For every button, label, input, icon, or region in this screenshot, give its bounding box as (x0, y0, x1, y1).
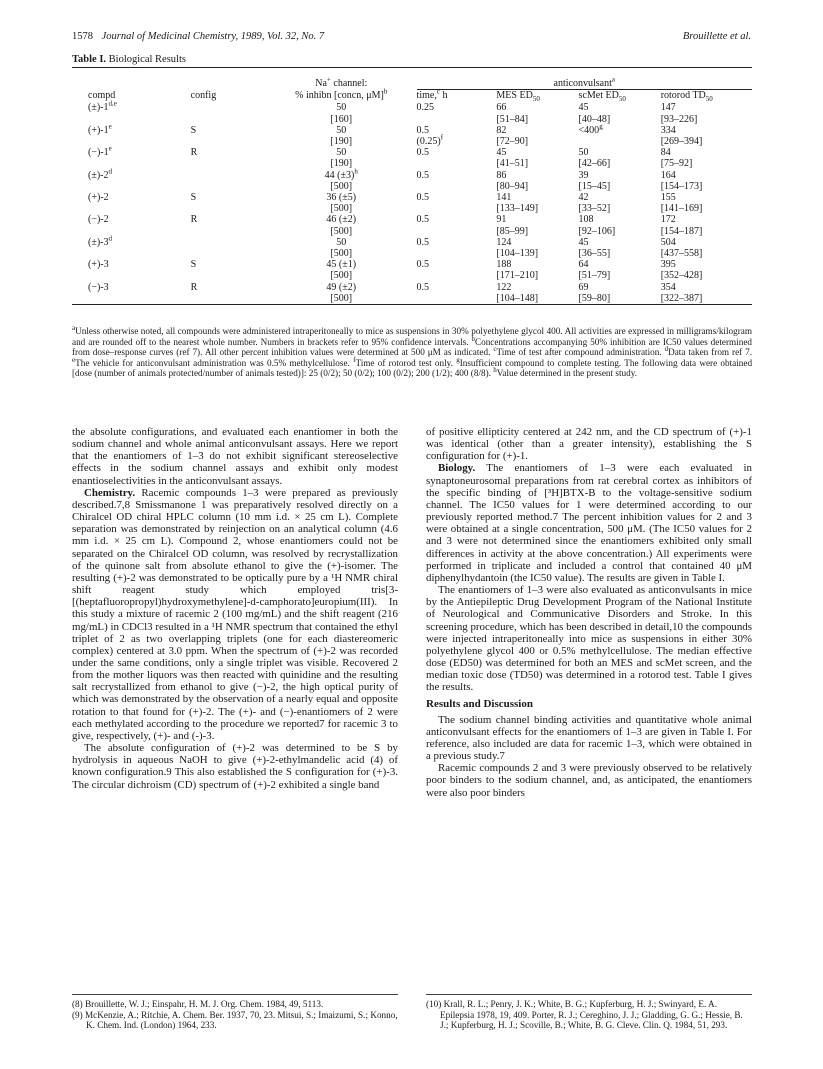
cell-mes: 188 (496, 259, 512, 271)
cell-compd (72, 144, 191, 159)
cell-scmet (579, 282, 661, 293)
cell-rotorod: 334 (660, 124, 676, 136)
footnote-mark: h (493, 366, 497, 375)
na-value: 44 (±3) (324, 169, 355, 181)
cell-na-inhibition (266, 147, 417, 158)
scmet-value: 69 (578, 281, 589, 293)
table-header-row-1 (72, 68, 752, 90)
paragraph-chemistry: Chemistry. Racemic compounds 1–3 were prepared as previously described.7,8 Smissmanone 1 was preparatively resolved directly on a Chiralcel OD chiral HPLC column (10 mm i.d. × 25 cm L). Complete separation was demonstrated by reinjection on an analytical column (4.6 mm i.d. × 25 cm L). Compound 2, whose enantiomers could not be separated on the Chiralcel OD column, was resolved by recrystallization of the quinone salt from absolute ethanol to give the (+)-isomer. The resulting (+)-2 was demonstrated to be optically pure by a ¹H NMR chiral shift reagent study which employed tris[3-[(heptafluoropropyl)hydroxymethylene]-d-camphorato]europium(III). In this study a mixture of racemic 2 (100 mg/mL) and the shift reagent (216 mg/mL) in CDCl3 resulted in a ¹H NMR spectrum that contained the ethyl triplet of 2 as two overlapping triplets (one for each diastereomeric complex) centered at 3.0 ppm. When the spectrum of (+)-2 was recorded under the same conditions, only a single triplet was visible. Recovered 2 from the mother liquors was then reacted with quinidine and the resulting salt recrystallized from ethanol to give (−)-2, the high optical purity of which was demonstrated by the observation of a nearly equal and opposite rotation to that found for (+)-2. The (+)- and (−)-enantiomers of 2 were each methylated according to the procedure we reported7 for racemic 3 to give, respectively, (+)- and (-)-3. (72, 486, 398, 742)
footnote-mark: a (72, 323, 76, 332)
cell-empty (72, 158, 191, 169)
cell-empty (191, 226, 266, 237)
cell-time-rotorod (417, 181, 497, 192)
cell-scmet-ci: [15–45] (578, 180, 611, 192)
table-row (72, 147, 752, 158)
header-compd: compd (88, 89, 116, 101)
time2-value: (0.25) (416, 136, 441, 148)
time-value: 0.5 (416, 281, 430, 293)
section-heading-results: Results and Discussion (426, 698, 533, 711)
paragraph: the absolute configurations, and evaluated each enantiomer in both the sodium channel and whole animal anticonvulsant assays. Here we report that the enantiomers of 1–3 do not exhibit significant stereoselective effects in the sodium channel assays and exhibit only modest enantioselectivities in the anticonvulsant assays. (72, 426, 398, 487)
cell-time-rotorod (417, 293, 497, 305)
cell-time (417, 147, 497, 158)
cell-time-rotorod (417, 226, 497, 237)
na-footnote-mark: h (354, 167, 358, 176)
compd-name: (+)-2 (88, 192, 109, 204)
compd-footnote-mark: d,e (108, 100, 117, 109)
cell-compd (72, 234, 191, 248)
cell-time (417, 259, 497, 270)
cell-compd (72, 259, 191, 270)
scmet-value: 50 (578, 147, 589, 159)
compd-name: (−)-1 (88, 147, 109, 159)
cell-compd (72, 192, 191, 203)
references-left (72, 994, 398, 1031)
page-number: 1578 (72, 31, 93, 42)
table-title: Biological Results (108, 54, 186, 65)
table-row-ci (72, 226, 752, 237)
cell-empty (191, 181, 266, 192)
cell-time-rotorod (417, 158, 497, 169)
table-row-ci (72, 270, 752, 281)
cell-na-concn: [500] (330, 180, 353, 192)
header-config: config (190, 89, 217, 101)
cell-mes-ci: [80–94] (496, 180, 529, 192)
cell-compd (72, 102, 191, 113)
table-row-ci (72, 203, 752, 214)
scmet-value: 42 (578, 192, 589, 204)
table-row (72, 192, 752, 203)
results-table (72, 67, 752, 305)
na-value: 50 (336, 147, 347, 159)
cell-mes: 91 (496, 214, 507, 226)
na-value: 50 (336, 124, 347, 136)
header-anticonvulsant: anticonvulsant$^a$ (417, 68, 752, 90)
footnote-mark: d (664, 345, 669, 354)
scmet-value: <400 (578, 124, 600, 136)
cell-rotorod-ci: [93–226] (660, 113, 698, 125)
table-row-ci (72, 158, 752, 169)
cell-na-inhibition (266, 237, 417, 248)
time-value: 0.5 (416, 169, 430, 181)
compd-footnote-mark: e (108, 144, 112, 153)
paragraph: Racemic compounds 2 and 3 were previously observed to be relatively poor binders to the sodium channel, and, as anticipated, the enantiomers were also poor binders (426, 762, 752, 799)
paragraph: The enantiomers of 1–3 were also evaluated as anticonvulsants in mice by the Antiepileptic Drug Development Program of the National Institute of Neurological and Communicative Disorders and Stroke. In this screening procedure, which has been described in detail,10 the compounds were injected intraperitoneally into mice as suspensions in either 30% polyethylene glycol 400 or 0.5% methylcellulose. The median effective dose (ED50) was determined for both an MES and scMet screen, and the median toxic dose (TD50) was determined in a rotorod test. Table I gives the results. (426, 584, 752, 694)
results-table-wrapper (72, 67, 752, 305)
cell-rotorod: 84 (660, 147, 671, 159)
cell-time-rotorod (417, 248, 497, 259)
cell-na-inhibition (266, 102, 417, 113)
footnote-paragraph (72, 323, 753, 379)
header-rotorod: rotorod $TD_{50}$ (660, 90, 713, 104)
cell-empty (72, 181, 191, 192)
compd-name: (±)-1 (88, 102, 109, 114)
cell-rotorod-ci: [141–169] (660, 203, 703, 215)
body-column-right (426, 426, 752, 799)
cell-mes-ci: [51–84] (496, 113, 529, 125)
cell-scmet-ci (579, 136, 661, 147)
cell-rotorod: 395 (660, 259, 676, 271)
cell-empty (72, 114, 191, 125)
na-value: 45 (±1) (326, 259, 357, 271)
cell-na-inhibition (266, 167, 417, 181)
journal-citation: Journal of Medicinal Chemistry, 1989, Vol. 32, No. 7 (101, 31, 325, 42)
compd-name: (+)-3 (88, 259, 109, 271)
cell-config (191, 237, 266, 248)
footnote-text: Data taken from ref 7. (668, 347, 753, 358)
cell-config (191, 102, 266, 113)
cell-time-rotorod (417, 114, 497, 125)
na-value: 46 (±2) (326, 214, 357, 226)
cell-mes-ci: [104–148] (496, 293, 578, 305)
cell-rotorod: 354 (660, 281, 676, 293)
cell-na-inhibition (266, 259, 417, 270)
table-row-ci (72, 136, 752, 147)
scmet-value: 108 (578, 214, 594, 226)
cell-config: S (190, 192, 197, 204)
cell-time (417, 102, 497, 113)
cell-config: R (190, 281, 198, 293)
compd-name: (+)-1 (88, 124, 109, 136)
cell-mes: 141 (496, 192, 512, 204)
cell-scmet-ci: [51–79] (578, 270, 611, 282)
cell-time (417, 237, 497, 248)
na-value: 50 (336, 102, 347, 114)
compd-name: (±)-2 (88, 169, 109, 181)
cell-rotorod-ci: [352–428] (660, 270, 703, 282)
cell-rotorod: 147 (660, 102, 676, 114)
cell-rotorod: 504 (660, 236, 676, 248)
cell-time (417, 170, 497, 181)
table-header-row-2 (72, 90, 752, 103)
compd-name: (−)-2 (88, 214, 109, 226)
time2-footnote-mark: f (440, 133, 444, 142)
time-value: 0.25 (416, 102, 435, 114)
cell-mes-ci: [104–139] (496, 248, 539, 260)
compd-footnote-mark: d (108, 167, 112, 176)
time-value: 0.5 (416, 124, 430, 136)
cell-config: S (190, 124, 197, 136)
time-value: 0.5 (416, 214, 430, 226)
cell-mes: 82 (496, 124, 507, 136)
cell-empty (191, 114, 266, 125)
cell-scmet (579, 259, 661, 270)
table-row (72, 170, 752, 181)
cell-compd (72, 282, 191, 293)
cell-empty (72, 226, 191, 237)
cell-compd (72, 167, 191, 181)
table-row (72, 237, 752, 248)
reference-entry: (8) Brouillette, W. J.; Einspahr, H. M. J. Org. Chem. 1984, 49, 5113. (72, 999, 324, 1009)
header-scmet: scMet $ED_{50}$ (578, 90, 626, 104)
cell-time-rotorod (417, 270, 497, 281)
cell-mes: 122 (496, 281, 512, 293)
footnote-mark: b (471, 334, 475, 343)
cell-config: S (190, 259, 197, 271)
cell-na-concn: [190] (330, 136, 353, 148)
footnote-mark: g (456, 355, 460, 364)
footnote-mark: f (353, 355, 356, 364)
reference-entry: (9) McKenzie, A.; Ritchie, A. Chem. Ber. 1937, 70, 23. Mitsui, S.; Imaizumi, S.; Konno, K. Chem. Ind. (London) 1964, 233. (72, 1009, 398, 1031)
cell-compd (72, 214, 191, 225)
cell-scmet (579, 214, 661, 225)
footnote-text: The vehicle for anticonvulsant administration was 0.5% methylcellulose. (75, 357, 350, 368)
cell-scmet (579, 147, 661, 158)
references-right (426, 994, 752, 1031)
cell-na-concn: [500] (266, 293, 417, 305)
cell-na-inhibition (266, 125, 417, 136)
cell-config (191, 170, 266, 181)
cell-time-rotorod (417, 203, 497, 214)
cell-empty (191, 203, 266, 214)
cell-mes-ci: [133–149] (496, 203, 539, 215)
cell-mes-ci: [41–51] (496, 158, 529, 170)
cell-na-concn: [160] (330, 113, 353, 125)
footnote-text: Value determined in the present study. (496, 368, 637, 379)
cell-na-concn: [500] (330, 248, 353, 260)
footnote-text: Concentrations accompanying 50% inhibition are IC50 values determined from dose–response curves (ref 7). All other percent inhibition values were determined at 500 μM as indicated. (72, 336, 752, 358)
cell-scmet-ci: [33–52] (578, 203, 611, 215)
cell-na-concn: [500] (330, 225, 353, 237)
cell-na-concn: [500] (330, 270, 353, 282)
cell-empty (191, 248, 266, 259)
table-row (72, 259, 752, 270)
footnote-text: Insufficient compound to complete testing. The following data were obtained [dose (number of animals protected/number of animals tested)]: 25 (0/2); 50 (0/2); 100 (0/2); 200 (1/2); 400 (8/8). (72, 357, 753, 379)
scmet-value: 45 (578, 236, 589, 248)
cell-empty (72, 270, 191, 281)
running-head-author: Brouillette et al. (682, 31, 751, 42)
cell-time (417, 125, 497, 136)
cell-empty (191, 293, 266, 305)
na-value: 49 (±2) (326, 281, 357, 293)
footnote-text: Time of test after compound administration. (496, 347, 662, 358)
table-body (72, 102, 752, 304)
cell-na-inhibition (266, 192, 417, 203)
footnote-text: Time of rotorod test only. (355, 357, 453, 368)
cell-scmet-ci: [92–106] (578, 225, 616, 237)
section-heading-chemistry: Chemistry. (84, 486, 136, 499)
footnote-mark: c (493, 345, 497, 354)
scmet-value: 64 (578, 259, 589, 271)
cell-rotorod: 155 (660, 192, 676, 204)
table-row (72, 282, 752, 293)
cell-mes: 66 (496, 102, 507, 114)
time-value: 0.5 (416, 236, 430, 248)
cell-empty (72, 293, 191, 305)
cell-time (417, 214, 497, 225)
table-row-ci (72, 248, 752, 259)
cell-scmet (579, 102, 661, 113)
table-footnotes (72, 323, 753, 379)
cell-empty (191, 136, 266, 147)
header-na-line2: % inhibn [concn, μM]$^b$ (295, 87, 388, 101)
cell-compd (72, 122, 191, 136)
cell-scmet-ci: [42–66] (578, 158, 611, 170)
footnote-text: Unless otherwise noted, all compounds were administered intraperitoneally to mice as suspensions in 30% polyethylene glycol 400. All activities are expressed in milligrams/kilogram and are rounded off to the nearest whole number. Numbers in brackets refer to 95% confidence intervals. (72, 326, 752, 347)
table-row (72, 125, 752, 136)
cell-time-rotorod (416, 133, 497, 148)
table-row (72, 102, 752, 113)
cell-rotorod: 164 (660, 169, 676, 181)
compd-footnote-mark: e (108, 122, 112, 131)
cell-scmet (579, 237, 661, 248)
paragraph: of positive ellipticity centered at 242 nm, and the CD spectrum of (+)-1 was identical (other than a greater intensity), establishing the S configuration for (+)-1. (426, 426, 752, 463)
header-mes: MES $ED_{50}$ (496, 90, 540, 104)
cell-empty (72, 248, 191, 259)
cell-rotorod-ci: [322–387] (661, 293, 752, 305)
table-row (72, 214, 752, 225)
cell-mes: 45 (496, 147, 507, 159)
time-value: 0.5 (416, 259, 430, 271)
table-row-ci (72, 181, 752, 192)
cell-na-concn: [190] (330, 158, 353, 170)
running-head-left (72, 31, 330, 42)
time-value: 0.5 (416, 192, 430, 204)
cell-na-concn: [500] (330, 203, 353, 215)
cell-rotorod-ci: [437–558] (660, 248, 703, 260)
na-value: 50 (336, 236, 347, 248)
header-time: time,$^c$ h (416, 87, 448, 102)
cell-rotorod-ci: [154–187] (660, 225, 703, 237)
cell-empty (191, 270, 266, 281)
table-row-ci (72, 293, 752, 305)
cell-scmet (578, 122, 661, 136)
cell-time (417, 282, 497, 293)
cell-scmet-ci: [59–80] (579, 293, 661, 305)
cell-rotorod: 172 (660, 214, 676, 226)
cell-na-inhibition (266, 214, 417, 225)
cell-config: R (190, 214, 198, 226)
cell-na-inhibition (266, 282, 417, 293)
header-na-line1: Na+ channel: (266, 68, 417, 90)
table-label: Table I. (72, 54, 107, 65)
cell-mes-ci: [85–99] (496, 225, 529, 237)
cell-rotorod-ci: [269–394] (660, 136, 703, 148)
cell-mes: 86 (496, 169, 507, 181)
time-value: 0.5 (416, 147, 430, 159)
cell-mes-ci: [171–210] (496, 270, 539, 282)
cell-rotorod-ci: [75–92] (660, 158, 693, 170)
cell-rotorod-ci: [154–173] (660, 180, 703, 192)
footnote-mark: e (72, 355, 76, 364)
cell-mes: 124 (496, 236, 512, 248)
cell-empty (72, 203, 191, 214)
na-value: 36 (±5) (326, 192, 357, 204)
table-caption (72, 54, 186, 65)
cell-empty (191, 158, 266, 169)
cell-empty (72, 136, 191, 147)
cell-config: R (190, 147, 198, 159)
compd-footnote-mark: d (108, 234, 112, 243)
scmet-value: 39 (578, 169, 589, 181)
body-column-left (72, 426, 398, 791)
paragraph-biology: Biology. The enantiomers of 1–3 were each evaluated in synaptoneurosomal preparations from rat cerebral cortex as inhibitors of the specific binding of [³H]BTX-B to the voltage-sensitive sodium channel. The IC50 values for 1 were determined according to our previously reported method.7 The percent inhibition values for 2 and 3 were obtained at a single concentration, 500 μM. (The IC50 values for 2 and 3 were not determined since the enantiomers exhibited only small differences in activity at the above concentration.) All experiments were performed in triplicate and included a control that contained 40 μM diphenylhydantoin (the IC50 value). The results are given in Table I. (426, 462, 752, 584)
table-row-ci (72, 114, 752, 125)
scmet-footnote-mark: g (599, 122, 603, 131)
compd-name: (±)-3 (88, 236, 109, 248)
cell-scmet (579, 170, 661, 181)
reference-entry: (10) Krall, R. L.; Penry, J. K.; White, B. G.; Kupferburg, H. J.; Swinyard, E. A. Epilepsia 1978, 19, 409. Porter, R. J.; Cereghino, J. J.; Gladding, G. G.; Hessie, B. J.; Kupferburg, H. J.; Scoville, B.; White, B. G. Cleve. Clin. Q. 1984, 51, 293. (426, 999, 743, 1031)
paragraph: The absolute configuration of (+)-2 was determined to be S by hydrolysis in aqueous NaOH to give (+)-2-ethylmandelic acid (4) of known configuration.9 This also established the S configuration for (+)-3. The circular dichroism (CD) spectrum of (+)-2 exhibited a single band (72, 742, 398, 791)
running-head (72, 31, 751, 42)
scmet-value: 45 (578, 102, 589, 114)
cell-scmet-ci: [36–55] (578, 248, 611, 260)
compd-name: (−)-3 (88, 281, 109, 293)
section-heading-biology: Biology. (438, 462, 476, 475)
cell-scmet (579, 192, 661, 203)
cell-mes-ci: [72–90] (496, 136, 529, 148)
cell-time (417, 192, 497, 203)
paragraph: The sodium channel binding activities and quantitative whole animal anticonvulsant effects for the enantiomers of 1–3 are given in Table I. For reference, also included are data for racemic 1–3, which were obtained in a previous study.7 (426, 713, 752, 763)
cell-scmet-ci: [40–48] (578, 113, 611, 125)
